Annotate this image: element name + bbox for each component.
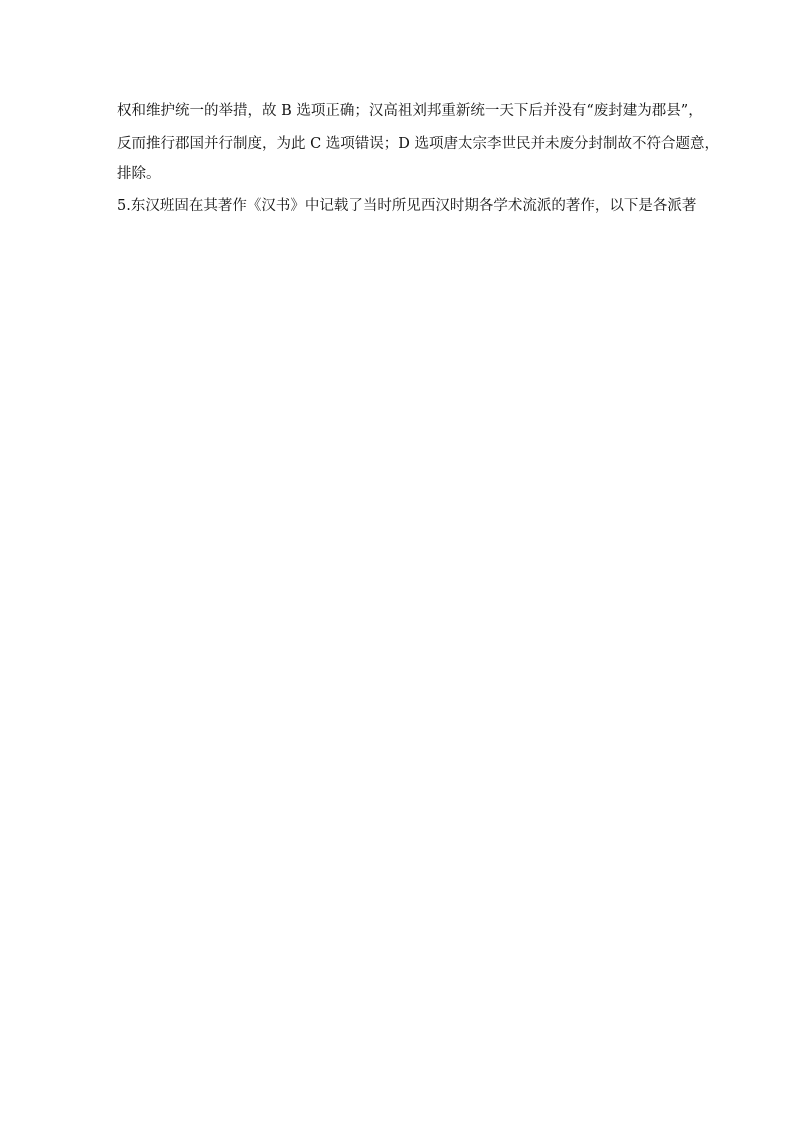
intro-line-1: 权和维护统一的举措，故 B 选项正确；汉高祖刘邦重新统一天下后并没有“废封建为郡县”，: [117, 103, 703, 119]
intro-line-3: 排除。: [117, 166, 161, 182]
intro-line-2: 反而推行郡国并行制度，为此 C 选项错误；D 选项唐太宗李世民并未废分封制故不符合题意，: [117, 136, 720, 152]
question-line-1: 5.东汉班固在其著作《汉书》中记载了当时所见西汉时期各学术流派的著作，以下是各派著: [117, 198, 697, 214]
